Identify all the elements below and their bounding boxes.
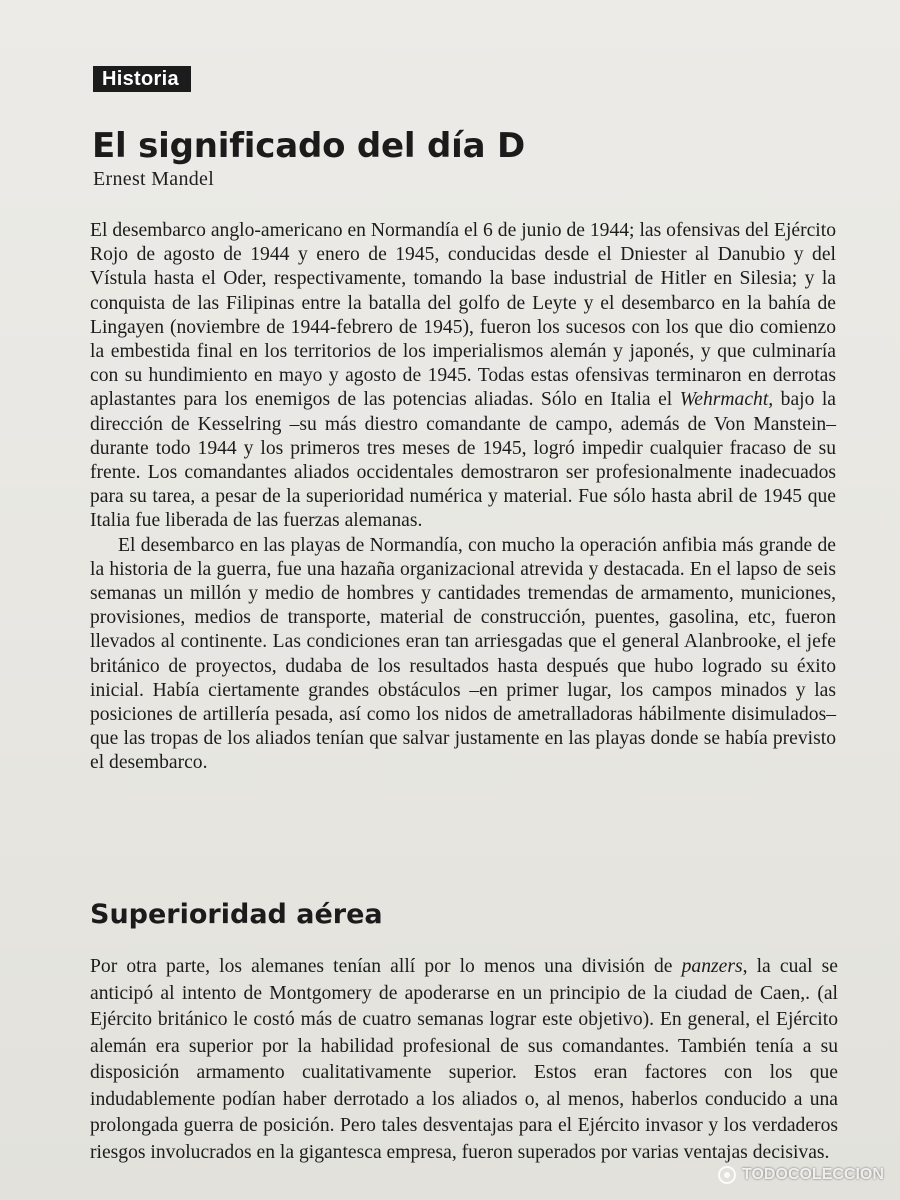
paragraph-1-emphasis: Wehrmacht, [679, 389, 774, 411]
article-body-section-1 [90, 219, 836, 776]
paragraph-1-text-b: bajo la dirección de Kesselring –su más diestro comandante de campo, además de Von Manstein– durante todo 1944 y los primeros tres meses de 1945, logró impedir cualquier fracaso de su frente. Los comandantes aliados occidentales demostraron ser profesionalmente inadecuados para su tarea, a pesar de la superioridad numérica y material. Fue sólo hasta abril de 1945 que Italia fue liberada de las fuerzas alemanas. [90, 389, 836, 532]
article-author: Ernest Mandel [93, 168, 215, 190]
watermark-text: TODOCOLECCION [742, 1166, 884, 1183]
section-tag: Historia [93, 66, 191, 92]
paragraph-1 [90, 219, 836, 534]
section-subheading: Superioridad aérea [90, 899, 383, 930]
article-body-section-2 [90, 954, 838, 1166]
paragraph-2: El desembarco en las playas de Normandía, con mucho la operación anfibia más grande de la historia de la guerra, fue una hazaña organizacional atrevida y destacada. En el lapso de seis semanas un millón y medio de hombres y cantidades tremendas de armamento, municiones, provisiones, medios de transporte, material de construcción, puentes, gasolina, etc, fueron llevados al continente. Las condiciones eran tan arriesgadas que el general Alanbrooke, el jefe británico de proyectos, dudaba de los resultados hasta después que hubo logrado su éxito inicial. Había ciertamente grandes obstáculos –en primer lugar, los campos minados y las posiciones de artillería pesada, así como los nidos de ametralladoras hábilmente disimulados– que las tropas de los aliados tenían que salvar justamente en las playas donde se había previsto el desembarco. [90, 534, 836, 774]
paragraph-3-emphasis: panzers [681, 956, 743, 977]
watermark [718, 1166, 884, 1184]
paragraph-3 [90, 954, 838, 1166]
paragraph-3-text-a: Por otra parte, los alemanes tenían allí por lo menos una división de [90, 956, 682, 977]
article-title: El significado del día D [92, 126, 525, 166]
paragraph-1-text-a: El desembarco anglo-americano en Normandía el 6 de junio de 1944; las ofensivas del Ejército Rojo de agosto de 1944 y enero de 1945, conducidas desde el Dniester al Danubio y del Vístula hasta el Oder, respectivamente, tomando la base industrial de Hitler en Silesia; y la conquista de las Filipinas entre la batalla del golfo de Leyte y el desembarco en la bahía de Lingayen (noviembre de 1944-febrero de 1945), fueron los sucesos con los que dio comienzo la embestida final en los territorios de los imperialismos alemán y japonés, y que culminaría con su hundimiento en mayo y agosto de 1945. Todas estas ofensivas terminaron en derrotas aplastantes para los enemigos de las potencias aliadas. Sólo en Italia el [90, 220, 836, 411]
paragraph-3-text-b: , la cual se anticipó al intento de Montgomery de apoderarse en un principio de la ciudad de Caen,. (al Ejército británico le costó más de cuatro semanas lograr este objetivo). En general, el Ejército alemán era superior por la habilidad profesional de sus comandantes. También tenía a su disposición armamento cualitativamente superior. Estos eran factores con los que indudablemente podían haber derrotado a los aliados o, al menos, haberlos conducido a una prolongada guerra de posición. Pero tales desventajas para el Ejército invasor y los verdaderos riesgos involucrados en la gigantesca empresa, fueron superados por varias ventajas decisivas. [90, 956, 838, 1163]
watermark-logo-icon [718, 1166, 736, 1184]
